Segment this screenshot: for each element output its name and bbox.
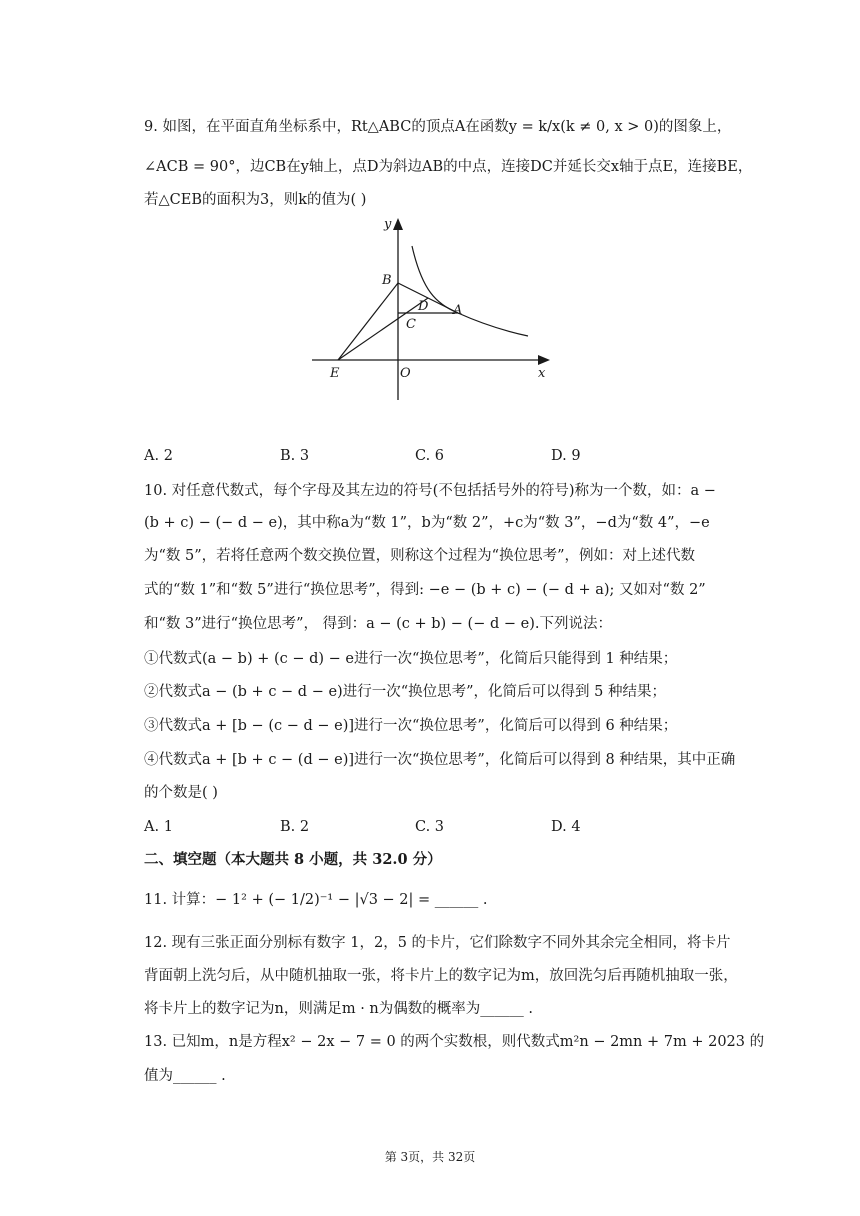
q9-choice-a[interactable]: A. 2 — [144, 448, 173, 464]
q10-line-5: 和“数 3”进行“换位思考”， 得到：a − (c + b) − (− d − e).下列说法： — [144, 616, 612, 632]
q10-line-4: 式的“数 1”和“数 5”进行“换位思考”，得到: −e − (b + c) − (− d + a); 又如对“数 2” — [144, 582, 706, 598]
label-O: O — [400, 366, 411, 381]
q10-line-1: 10. 对任意代数式，每个字母及其左边的符号(不包括括号外的符号)称为一个数，如：a − — [144, 483, 716, 499]
q9-figure — [300, 212, 560, 407]
q9-line-1: 9. 如图，在平面直角坐标系中，Rt△ABC的顶点A在函数y = k/x(k ≠ 0, x > 0)的图象上， — [144, 119, 732, 135]
q10-choice-d[interactable]: D. 4 — [551, 819, 581, 835]
label-x: x — [538, 366, 546, 381]
q9-choice-d[interactable]: D. 9 — [551, 448, 581, 464]
q12-line-2: 背面朝上洗匀后，从中随机抽取一张，将卡片上的数字记为m，放回洗匀后再随机抽取一张， — [144, 968, 738, 984]
x-axis-arrow — [538, 355, 550, 365]
label-D: D — [418, 299, 429, 314]
q10-statement-1: ①代数式(a − b) + (c − d) − e进行一次“换位思考”，化简后只能得到 1 种结果； — [144, 651, 678, 667]
q13-line-2: 值为______ . — [144, 1068, 226, 1084]
q10-line-2: (b + c) − (− d − e)，其中称a为“数 1”，b为“数 2”，+c为“数 3”，−d为“数 4”，−e — [144, 515, 710, 531]
label-B: B — [382, 273, 392, 288]
section-heading: 二、填空题（本大题共 8 小题，共 32.0 分） — [144, 851, 442, 868]
q10-statement-2: ②代数式a − (b + c − d − e)进行一次“换位思考”，化简后可以得到 5 种结果； — [144, 684, 666, 700]
q10-statement-4: ④代数式a + [b + c − (d − e)]进行一次“换位思考”，化简后可以得到 8 种结果，其中正确 — [144, 752, 736, 768]
q12-line-1: 12. 现有三张正面分别标有数字 1，2，5 的卡片，它们除数字不同外其余完全相同，将卡片 — [144, 935, 731, 951]
label-A: A — [453, 303, 463, 318]
q10-line-10: 的个数是( ) — [144, 785, 218, 801]
segment-EB — [338, 283, 398, 360]
q10-line-3: 为“数 5”，若将任意两个数交换位置，则称这个过程为“换位思考”，例如：对上述代数 — [144, 548, 695, 564]
hyperbola-curve — [412, 246, 528, 336]
q10-choice-a[interactable]: A. 1 — [144, 819, 173, 835]
page-footer: 第 3页，共 32页 — [384, 1150, 476, 1164]
q9-line-3: 若△CEB的面积为3，则k的值为( ) — [144, 192, 367, 208]
q10-choice-b[interactable]: B. 2 — [280, 819, 310, 835]
q10-statement-3: ③代数式a + [b − (c − d − e)]进行一次“换位思考”，化简后可以得到 6 种结果； — [144, 718, 678, 734]
label-C: C — [406, 317, 416, 332]
q11-line: 11. 计算：− 1² + (− 1/2)⁻¹ − |√3 − 2| = ______ . — [144, 892, 488, 908]
q13-line-1: 13. 已知m，n是方程x² − 2x − 7 = 0 的两个实数根，则代数式m²n − 2mn + 7m + 2023 的 — [144, 1034, 765, 1050]
label-y: y — [384, 217, 392, 232]
q9-choice-c[interactable]: C. 6 — [415, 448, 445, 464]
q10-choice-c[interactable]: C. 3 — [415, 819, 445, 835]
label-E: E — [330, 366, 340, 381]
y-axis-arrow — [393, 218, 403, 230]
q9-choice-b[interactable]: B. 3 — [280, 448, 310, 464]
q12-line-3: 将卡片上的数字记为n，则满足m · n为偶数的概率为______ . — [144, 1001, 533, 1017]
q9-line-2: ∠ACB = 90°，边CB在y轴上，点D为斜边AB的中点，连接DC并延长交x轴于点E，连接BE， — [144, 159, 753, 175]
